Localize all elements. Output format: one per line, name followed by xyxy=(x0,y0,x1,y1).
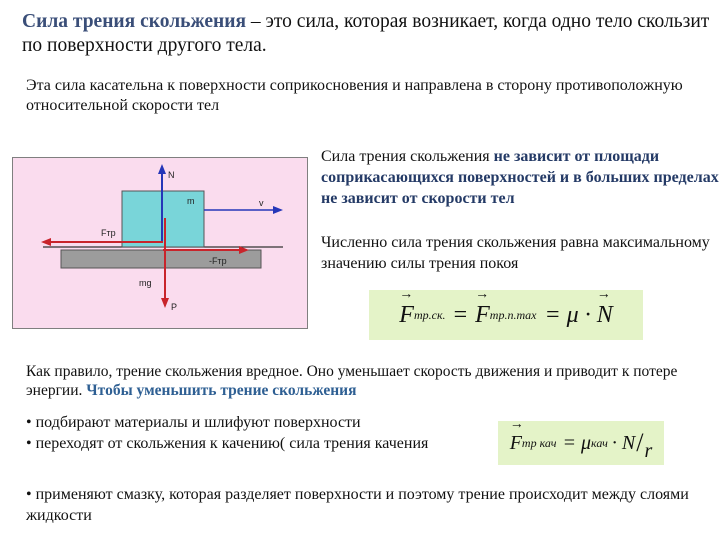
label-N: N xyxy=(168,170,175,180)
equality-text: Численно сила трения скольжения равна максимальному значению силы трения покоя xyxy=(321,234,710,272)
label-Ftr: Fтр xyxy=(101,228,116,238)
title-rest: – это сила, которая возникает, когда одно тело скользит по поверхности другого тела. xyxy=(22,11,710,56)
label-minus-Ftr: -Fтр xyxy=(209,256,227,266)
friction-diagram-svg xyxy=(13,158,309,330)
label-P: P xyxy=(171,302,178,312)
formula1-lhs-symbol: → F xyxy=(399,302,414,329)
formula1-lhs-sub: тр.ск. xyxy=(413,307,446,322)
velocity-arrowhead xyxy=(273,206,283,214)
measures-list xyxy=(26,412,496,454)
harm-text xyxy=(26,362,706,400)
formula2-mu: = μ xyxy=(562,431,592,454)
formula2-num: · N xyxy=(611,431,636,454)
lubricant-text: • применяют смазку, которая разделяет поверхности и поэтому трение происходит между слоями жидкости xyxy=(26,486,689,524)
friction-diagram xyxy=(12,157,308,329)
label-mg: mg xyxy=(139,278,152,288)
harm-plain: Как правило, трение скольжения вредное. Оно уменьшает скорость движения и приводит к потере энергии. xyxy=(26,363,678,399)
normal-force-arrowhead xyxy=(158,164,166,174)
formula1-mid-sub: тр.п.max xyxy=(489,307,537,322)
harm-bold: Чтобы уменьшить трение скольжения xyxy=(86,382,357,399)
sliding-friction-formula: → F тр.ск. = → F тр.п.max = μ · → N xyxy=(369,290,643,340)
formula1-mid-symbol: → F xyxy=(475,302,490,329)
measure-item: • переходят от скольжения к качению( сила трения качения xyxy=(26,435,429,452)
independence-prefix: Сила трения скольжения xyxy=(321,148,494,165)
formula2-lhs-sub: тр кач xyxy=(521,435,557,450)
formula1-rhs: = μ · xyxy=(544,301,591,328)
formula2-lhs-symbol: → F xyxy=(510,432,522,455)
definition-text: Эта сила касательна к поверхности соприкосновения и направлена в сторону противоположную относительной скорости тел xyxy=(26,77,683,114)
measure-item: • подбирают материалы и шлифуют поверхности xyxy=(26,414,361,431)
surface-plate xyxy=(61,250,261,268)
rolling-friction-formula: → F тр кач = μ кач · N / r xyxy=(498,421,664,465)
independence-text xyxy=(321,146,720,209)
slide-title xyxy=(22,10,712,58)
formula2-mu-sub: кач xyxy=(591,435,608,450)
independence-bold: не зависит от площади соприкасающихся поверхностей и в больших пределах не зависит от скорости тел xyxy=(321,148,719,207)
title-term: Сила трения скольжения xyxy=(22,11,247,32)
friction-force-arrowhead xyxy=(41,238,51,246)
formula2-den: r xyxy=(644,439,653,462)
gravity-arrowhead xyxy=(161,298,169,308)
formula1-rhs-symbol: → N xyxy=(597,302,613,329)
label-v: v xyxy=(259,198,264,208)
label-m: m xyxy=(187,196,195,206)
